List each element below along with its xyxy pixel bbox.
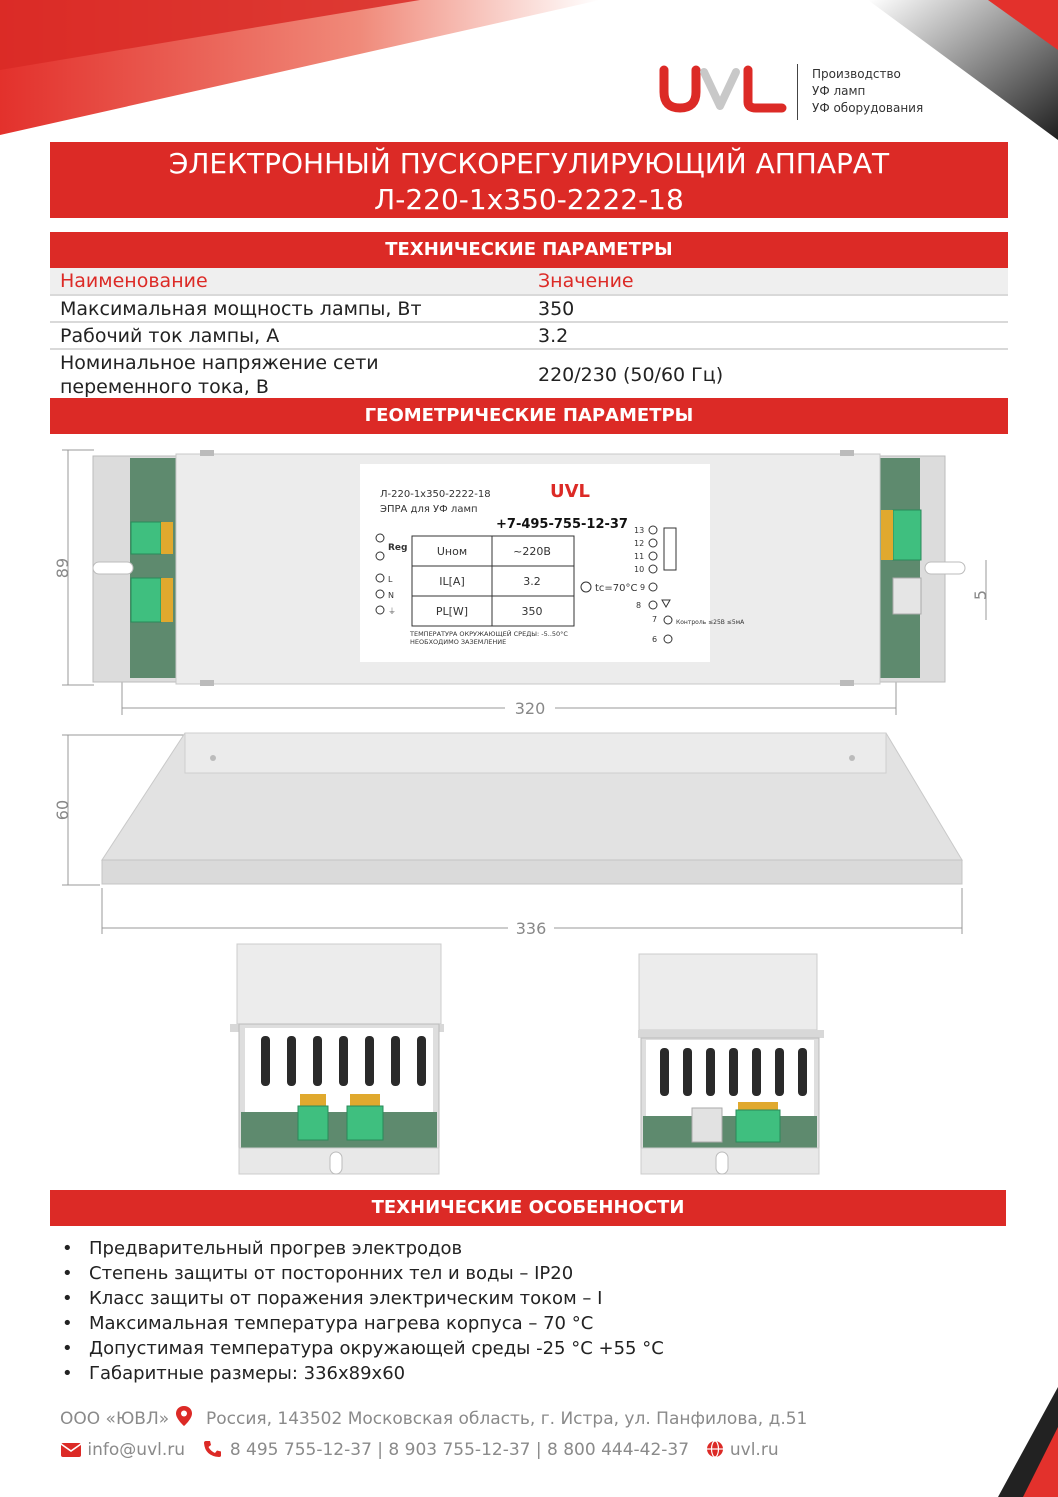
technical-parameters bbox=[50, 232, 1008, 402]
footer-contact-line bbox=[60, 1440, 779, 1460]
list-item bbox=[62, 1311, 664, 1336]
param-name: Рабочий ток лампы, А bbox=[50, 322, 528, 349]
phone-numbers: 8 495 755-12-37 | 8 903 755-12-37 | 8 800 444-42-37 bbox=[229, 1440, 690, 1460]
email-link[interactable]: info@uvl.ru bbox=[87, 1440, 186, 1460]
table-row bbox=[50, 295, 1008, 322]
device-drawings bbox=[40, 440, 1030, 1200]
param-name: Максимальная мощность лампы, Вт bbox=[50, 295, 528, 322]
tagline-line: УФ ламп bbox=[812, 84, 866, 98]
tagline-line: УФ оборудования bbox=[812, 101, 924, 115]
document-title bbox=[50, 142, 1008, 218]
list-item bbox=[62, 1361, 664, 1386]
label-note-ground: НЕОБХОДИМО ЗАЗЕМЛЕНИЕ bbox=[410, 638, 507, 646]
label-model: Л-220-1х350-2222-18 bbox=[380, 489, 491, 500]
end-view-right bbox=[638, 954, 824, 1174]
list-item bbox=[62, 1236, 664, 1261]
feature-text: Предварительный прогрев электродов bbox=[89, 1238, 463, 1259]
label-key: PL[W] bbox=[435, 605, 469, 618]
location-pin-icon bbox=[175, 1405, 193, 1427]
bullet: • bbox=[62, 1238, 73, 1259]
email-icon bbox=[60, 1442, 82, 1458]
dimension-height: 89 bbox=[53, 557, 72, 579]
label-phone: +7-495-755-12-37 bbox=[496, 517, 628, 532]
param-value: 220/230 (50/60 Гц) bbox=[528, 349, 1008, 401]
globe-icon bbox=[706, 1440, 724, 1458]
company-name: ООО «ЮВЛ» bbox=[60, 1409, 170, 1429]
side-view-drawing bbox=[53, 733, 962, 938]
uvl-logo-text: UVL bbox=[723, 92, 725, 93]
website-link[interactable]: uvl.ru bbox=[729, 1440, 779, 1460]
tagline-line: Производство bbox=[812, 67, 901, 81]
phone-icon bbox=[202, 1440, 224, 1458]
param-value: 3.2 bbox=[528, 322, 1008, 349]
label-pin-n: N bbox=[388, 591, 394, 600]
bullet: • bbox=[62, 1288, 73, 1309]
header-corner-decoration bbox=[0, 0, 600, 135]
feature-text: Максимальная температура нагрева корпуса – 70 °С bbox=[89, 1313, 594, 1334]
dimension-length-bottom: 336 bbox=[515, 919, 547, 938]
feature-text: Габаритные размеры: 336х89х60 bbox=[89, 1363, 406, 1384]
bullet: • bbox=[62, 1313, 73, 1334]
label-pin: 9 bbox=[640, 583, 646, 592]
column-header-value: Значение bbox=[528, 268, 1008, 295]
title-model: Л-220-1х350-2222-18 bbox=[374, 183, 684, 216]
features-list bbox=[62, 1236, 664, 1386]
feature-text: Допустимая температура окружающей среды -25 °С +55 °С bbox=[89, 1338, 664, 1359]
label-pin-ground: ⏚ bbox=[388, 607, 396, 616]
list-item bbox=[62, 1336, 664, 1361]
list-item bbox=[62, 1261, 664, 1286]
param-value: 350 bbox=[528, 295, 1008, 322]
company-tagline bbox=[812, 66, 923, 117]
geometric-parameters-heading: ГЕОМЕТРИЧЕСКИЕ ПАРАМЕТРЫ bbox=[50, 398, 1008, 434]
bullet: • bbox=[62, 1263, 73, 1284]
param-name-line: Номинальное напряжение сети bbox=[60, 352, 379, 374]
dimension-side-height: 60 bbox=[53, 799, 72, 821]
label-pin: 12 bbox=[634, 539, 645, 548]
logo-separator bbox=[797, 64, 798, 120]
address: Россия, 143502 Московская область, г. Истра, ул. Панфилова, д.51 bbox=[205, 1409, 808, 1429]
label-value: 350 bbox=[521, 605, 543, 618]
label-key: IL[A] bbox=[439, 575, 465, 588]
dimension-length-top: 320 bbox=[514, 699, 546, 718]
bullet: • bbox=[62, 1363, 73, 1384]
label-type: ЭПРА для УФ ламп bbox=[380, 504, 478, 515]
label-value: 3.2 bbox=[523, 575, 541, 588]
label-pin: 8 bbox=[636, 601, 642, 610]
feature-text: Класс защиты от поражения электрическим током – I bbox=[89, 1288, 603, 1309]
dimension-right: 5 bbox=[971, 589, 990, 601]
title-line-1: ЭЛЕКТРОННЫЙ ПУСКОРЕГУЛИРУЮЩИЙ АППАРАТ bbox=[168, 147, 890, 180]
footer-address-line bbox=[60, 1405, 807, 1429]
technical-features-heading: ТЕХНИЧЕСКИЕ ОСОБЕННОСТИ bbox=[50, 1190, 1006, 1226]
parameters-table bbox=[50, 268, 1008, 402]
table-row bbox=[50, 322, 1008, 349]
label-pin: 7 bbox=[652, 615, 658, 624]
end-view-left bbox=[230, 944, 444, 1174]
label-pin-l: L bbox=[388, 575, 393, 584]
list-item bbox=[62, 1286, 664, 1311]
param-name-line: переменного тока, В bbox=[60, 376, 269, 398]
bullet: • bbox=[62, 1338, 73, 1359]
footer-corner-decoration bbox=[998, 1387, 1058, 1497]
label-reg: Reg bbox=[388, 543, 408, 553]
table-header-row bbox=[50, 268, 1008, 295]
label-pin: 11 bbox=[634, 552, 645, 561]
label-tc: tc=70°C bbox=[595, 583, 638, 594]
label-control-note: Контроль ≤25В ≤5мА bbox=[676, 619, 745, 626]
label-key: Uном bbox=[436, 545, 468, 558]
label-pin: 13 bbox=[634, 526, 645, 535]
label-note-temperature: ТЕМПЕРАТУРА ОКРУЖАЮЩЕЙ СРЕДЫ: -5..50°С bbox=[410, 630, 568, 638]
table-row bbox=[50, 349, 1008, 401]
technical-parameters-heading: ТЕХНИЧЕСКИЕ ПАРАМЕТРЫ bbox=[50, 232, 1008, 268]
column-header-name: Наименование bbox=[50, 268, 528, 295]
top-view-drawing bbox=[53, 450, 990, 718]
uvl-logo bbox=[658, 62, 788, 114]
label-value: ~220В bbox=[513, 545, 551, 558]
param-name bbox=[50, 349, 528, 401]
label-pin: 10 bbox=[634, 565, 645, 574]
label-logo: UVL bbox=[549, 481, 591, 502]
feature-text: Степень защиты от посторонних тел и воды – IP20 bbox=[89, 1263, 574, 1284]
label-pin: 6 bbox=[652, 635, 658, 644]
